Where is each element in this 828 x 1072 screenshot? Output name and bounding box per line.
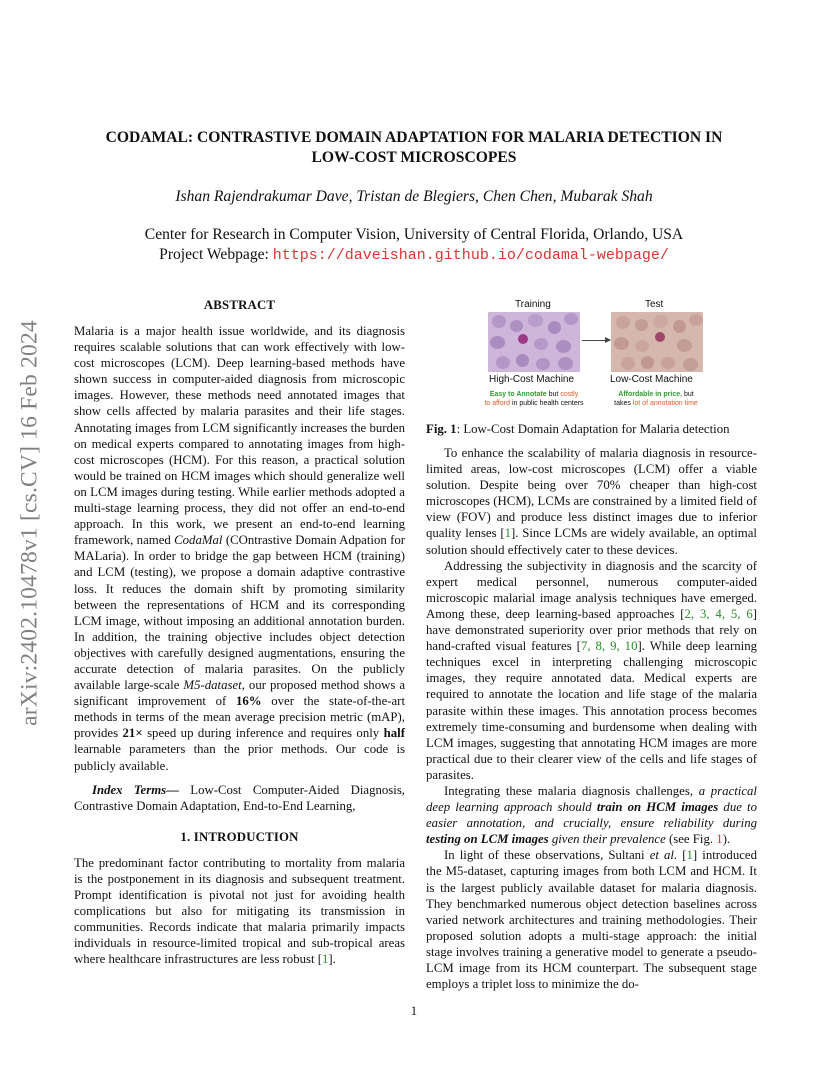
project-webpage [80, 245, 748, 266]
paper-title [80, 128, 748, 168]
title-line-1: CODAMAL: CONTRASTIVE DOMAIN ADAPTATION FOR MALARIA DETECTION IN [105, 129, 723, 146]
dataset-name: M5-dataset [183, 678, 242, 693]
citation-link[interactable]: 1 [686, 848, 693, 863]
citation-link[interactable]: 1 [322, 952, 329, 967]
right-paragraph-4: In light of these observations, Sultani et al. [1] introduced the M5-dataset, capturing images from both LCM and HCM. It is the largest publicly available dataset for malaria diagnosis. They benchmarked numerous object detection baselines across varied network architectures and training methodologies. Their proposed solution adopts a multi-stage approach: the initial stage involves training a generative model to generate a pseudo-LCM image from its HCM counterpart. The subsequent stage employs a triplet loss to minimize the do- [426, 848, 757, 992]
figure-reference-link[interactable]: 1 [716, 832, 723, 847]
abstract-text: Malaria is a major health issue worldwide, and its diagnosis requires scalable solutions that can work effectively with low-cost microscopes (LCM). Deep learning-based methods have shown success in computer-aided diagnosis from microscopic images. However, these methods need annotated images that show cells affected by malaria parasites and their life stages. Annotating images from LCM significantly increases the burden on medical experts compared to annotating images from high-cost microscopes (HCM). For this reason, a practical solution would be trained on HCM images which should generalize well on LCM images during testing. While earlier methods adopted a multi-stage learning process, they did not offer an end-to-end approach. In this work, we present an end-to-end learning framework, named CodaMal (COntrastive Domain Adpation for MALaria). In order to bridge the gap between HCM (training) and LCM (testing), we propose a domain adaptive contrastive loss. It reduces the domain shift by promoting similarity between the representations of HCM and its corresponding LCM image, without imposing an additional annotation burden. In addition, the training objective includes object detection objectives with carefully designed augmentations, ensuring the accurate detection of malaria parasites. On the publicly available large-scale M5-dataset, our proposed method shows a significant improvement of 16% over the state-of-the-art methods in terms of the mean average precision metric (mAP), provides 21× speed up during inference and requires only half learnable parameters than the prior methods. Our code is publicly available. [74, 324, 406, 773]
right-paragraph-1: To enhance the scalability of malaria diagnosis in resource-limited areas, low-cost microscopes (LCM) offer a viable solution. Despite being over 70% cheaper than high-cost microscopes (HCM), LCMs are constrained by a limited field of view (FOV) and produce less distinct images due to inferior quality lenses [1]. Since LCMs are widely available, an optimal solution should effectively cater to these devices. [426, 446, 757, 557]
index-terms-label: Index Terms— [92, 782, 179, 797]
intro-paragraph-1: The predominant factor contributing to mortality from malaria is the postponement in its diagnosis and subsequent treatment. Prompt identification is pivotal not just for avoiding health complications but also for mitigating its transmission in communities. Records indicate that malaria primarily impacts individuals in resource-limited tropical and sub-tropical areas where healthcare infrastructures are less robust [1]. [74, 855, 405, 967]
training-label: Training [515, 299, 551, 310]
introduction-heading: 1. INTRODUCTION [180, 829, 299, 844]
affiliation: Center for Research in Computer Vision, University of Central Florida, Orlando, USA [144, 226, 684, 243]
figure-1 [426, 298, 757, 422]
right-column [426, 298, 757, 992]
caption-label: Fig. 1 [426, 422, 457, 436]
hcm-label: High-Cost Machine [489, 374, 575, 385]
affiliation-block [80, 225, 748, 266]
page-number: 1 [410, 1004, 418, 1018]
citation-link[interactable]: 2, 3, 4, 5, 6 [684, 606, 753, 621]
title-line-2: LOW-COST MICROSCOPES [311, 149, 517, 166]
index-terms: Index Terms— Low-Cost Computer-Aided Diagnosis, Contrastive Domain Adaptation, End-to-End Learning, [74, 782, 405, 813]
project-label: Project Webpage: [159, 246, 273, 263]
citation-link[interactable]: 1 [504, 526, 512, 541]
test-label: Test [645, 299, 664, 310]
arxiv-id-text: arXiv:2402.10478v1 [cs.CV] 16 Feb 2024 [16, 320, 43, 726]
citation-link[interactable]: 7, 8, 9, 10 [580, 639, 638, 654]
lcm-note: Affordable in price, but takes lot of annotation time [614, 391, 698, 407]
right-paragraph-2: Addressing the subjectivity in diagnosis and the scarcity of expert medical personnel, numerous computer-aided microscopic malarial image analysis techniques have emerged. Among these, deep learning-based approaches [2, 3, 4, 5, 6] have demonstrated superiority over prior methods that rely on hand-crafted visual features [7, 8, 9, 10]. While deep learning techniques excel in interpreting challenging microscopic images, they require annotated data. Medical experts are required to annotate the location and life stage of the malaria parasite within these images. This annotation process becomes extremely time-consuming and burdensome when dealing with LCM images, suggesting that annotating HCM images are more practical due to their clearer view of the cells and life stages of parasites. [426, 558, 758, 782]
lcm-label: Low-Cost Machine [610, 374, 693, 385]
figure-1-caption: Fig. 1: Low-Cost Domain Adaptation for Malaria detection [426, 422, 730, 436]
training-to-test-arrow [582, 340, 610, 341]
method-name: CodaMal [174, 533, 223, 548]
abstract-heading: ABSTRACT [203, 298, 276, 312]
project-url-link[interactable]: https://daveishan.github.io/codamal-webpage/ [272, 247, 669, 264]
arxiv-identifier [10, 288, 50, 758]
lcm-microscope-image [611, 312, 703, 372]
hcm-note: Easy to Annotate but costly to afford in public health centers [484, 391, 584, 407]
right-paragraph-3: Integrating these malaria diagnosis challenges, a practical deep learning approach should train on HCM images due to easier annotation, and crucially, ensure reliability during testing on LCM images given their prevalence (see Fig. 1). [426, 783, 757, 847]
left-column [74, 298, 405, 967]
hcm-microscope-image [488, 312, 580, 372]
author-list: Ishan Rajendrakumar Dave, Tristan de Blegiers, Chen Chen, Mubarak Shah [175, 188, 653, 205]
